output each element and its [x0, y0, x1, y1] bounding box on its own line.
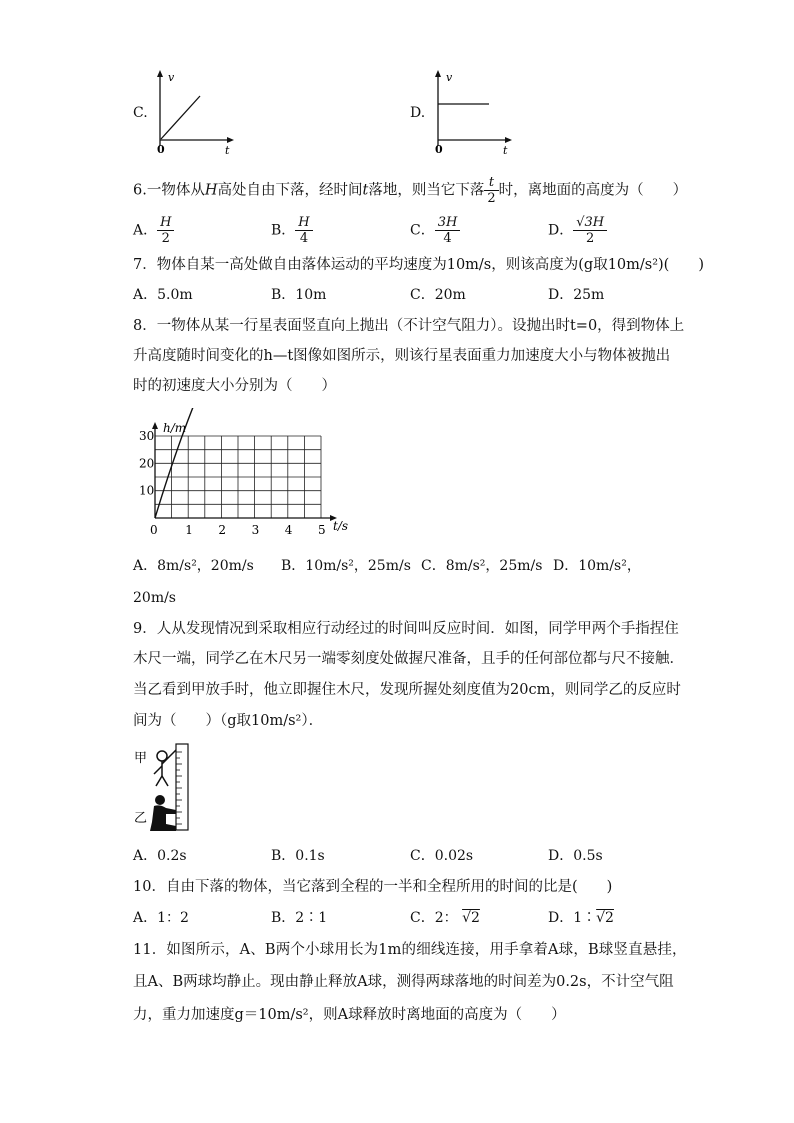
q8-option-c: C．8m/s²，25m/s — [421, 558, 543, 574]
y-tick-label: 10 — [139, 483, 155, 498]
q7-stem: 7．物体自某一高处做自由落体运动的平均速度为10m/s，则该高度为(g取10m/s²)( ) — [133, 257, 704, 273]
q11-line-1: 11．如图所示，A、B两个小球用长为1m的细线连接，用手拿着A球，B球竖直悬挂， — [133, 942, 687, 958]
option-label: A． — [133, 222, 158, 239]
q10-option-d — [548, 908, 614, 928]
person-b-label: 乙 — [134, 811, 148, 826]
ruler-reaction-figure — [132, 742, 198, 834]
q6-option-a — [133, 215, 174, 246]
person-b-figure — [150, 795, 176, 831]
q7-option-b: B．10m — [271, 287, 327, 303]
q6-frac-den: 2 — [487, 191, 496, 206]
q5-option-c-label: C. — [133, 105, 148, 121]
x-tick-label: 3 — [251, 523, 260, 537]
x-tick-label: 0 — [150, 523, 158, 537]
option-num: H — [295, 215, 312, 231]
h-t-chart — [128, 408, 358, 543]
q11-line-2: 且A、B两球均静止。现由静止释放A球，测得两球落地的时间差为0.2s，不计空气阻 — [133, 974, 674, 990]
option-den: 2 — [586, 231, 595, 246]
option-den: 2 — [161, 231, 170, 246]
person-a-label: 甲 — [134, 751, 148, 766]
option-text: C．2： — [410, 910, 458, 926]
q9-line-1: 9．人从发现情况到采取相应行动经过的时间叫反应时间．如图，同学甲两个手指捏住 — [133, 621, 679, 637]
y-tick-label: 30 — [139, 429, 155, 443]
y-tick-label: 20 — [139, 456, 155, 471]
q6-text-2: 高处自由下落，经时间 — [217, 182, 363, 199]
q5-option-d-label: D. — [410, 105, 426, 121]
x-tick-label: 5 — [318, 523, 326, 537]
x-tick-label: 4 — [284, 523, 293, 537]
q7-option-a: A．5.0m — [133, 287, 193, 303]
q10-option-b: B．2∶1 — [271, 910, 328, 926]
option-label: B． — [271, 222, 296, 239]
q8-line-2: 升高度随时间变化的h—t图像如图所示，则该行星表面重力加速度大小与物体被抛出 — [133, 348, 671, 364]
option-num: H — [157, 215, 174, 231]
q8-line-1: 8．一物体从某一行星表面竖直向上抛出（不计空气阻力）。设抛出时t=0，得到物体上 — [133, 318, 685, 334]
option-den: 4 — [299, 231, 309, 246]
q5-graph-c — [148, 68, 248, 158]
ruler — [176, 744, 188, 830]
q6-option-b — [271, 215, 313, 246]
graph-c-origin: 0 — [157, 143, 165, 156]
x-tick-label: 1 — [185, 523, 193, 537]
q10-option-a: A．1：2 — [133, 910, 189, 926]
q10-stem: 10．自由下落的物体，当它落到全程的一半和全程所用的时间的比是( ) — [133, 879, 613, 895]
q6-option-d — [548, 215, 607, 246]
y-axis-label: h/m — [163, 421, 187, 435]
option-label: C． — [410, 222, 435, 239]
option-label: D． — [548, 222, 574, 239]
graph-c-t-label: t — [225, 144, 230, 157]
sqrt-two: √2 — [596, 910, 614, 926]
q9-option-a: A．0.2s — [133, 848, 187, 864]
option-num: 3H — [435, 215, 461, 231]
graph-d-origin: 0 — [435, 143, 443, 156]
q5-graph-d — [426, 68, 526, 158]
q6-option-c — [410, 215, 460, 246]
sqrt-two: √2 — [462, 910, 480, 926]
q6-frac-num: t — [484, 175, 498, 191]
q9-option-d: D．0.5s — [548, 848, 603, 864]
q8-option-d: D．10m/s²， — [553, 558, 641, 574]
x-axis-label: t/s — [333, 519, 349, 533]
q6-fraction — [484, 175, 498, 206]
q6-text-1: 6.一物体从 — [133, 182, 205, 199]
q8-option-b: B．10m/s²，25m/s — [281, 558, 411, 574]
q10-option-c — [410, 908, 480, 928]
q8-option-d-cont: 20m/s — [133, 590, 176, 606]
q8-option-a: A．8m/s²，20m/s — [133, 558, 254, 574]
y-axis-arrow — [152, 422, 158, 429]
q9-line-3: 当乙看到甲放手时，他立即握住木尺，发现所握处刻度值为20cm，则同学乙的反应时 — [133, 682, 681, 698]
q9-line-4: 间为（ ）（g取10m/s²）． — [133, 713, 324, 729]
person-a-figure — [154, 750, 176, 786]
graph-c-v-label: v — [168, 71, 175, 84]
q9-line-2: 木尺一端，同学乙在木尺另一端零刻度处做握尺准备，且手的任何部位都与尺不接触． — [133, 651, 684, 667]
graph-d-t-label: t — [503, 144, 508, 157]
q6-stem — [133, 175, 687, 206]
q6-var-h: H — [204, 182, 218, 199]
q6-text-4: 时，离地面的高度为（ ） — [498, 182, 688, 199]
option-num: √3H — [573, 215, 607, 231]
x-tick-label: 2 — [218, 523, 227, 537]
option-den: 4 — [443, 231, 452, 246]
q6-text-3: 落地，则当它下落 — [368, 182, 485, 199]
q7-option-c: C．20m — [410, 287, 466, 303]
q8-line-3: 时的初速度大小分别为（ ） — [133, 378, 336, 394]
q9-option-c: C．0.02s — [410, 848, 474, 864]
q11-line-3: 力，重力加速度g＝10m/s²，则A球释放时离地面的高度为（ ） — [133, 1007, 566, 1023]
q7-option-d: D．25m — [548, 287, 605, 303]
q6-var-t: t — [362, 182, 369, 199]
q9-option-b: B．0.1s — [271, 848, 325, 864]
graph-d-v-label: v — [446, 71, 453, 84]
option-text: D．1∶ — [548, 910, 597, 926]
